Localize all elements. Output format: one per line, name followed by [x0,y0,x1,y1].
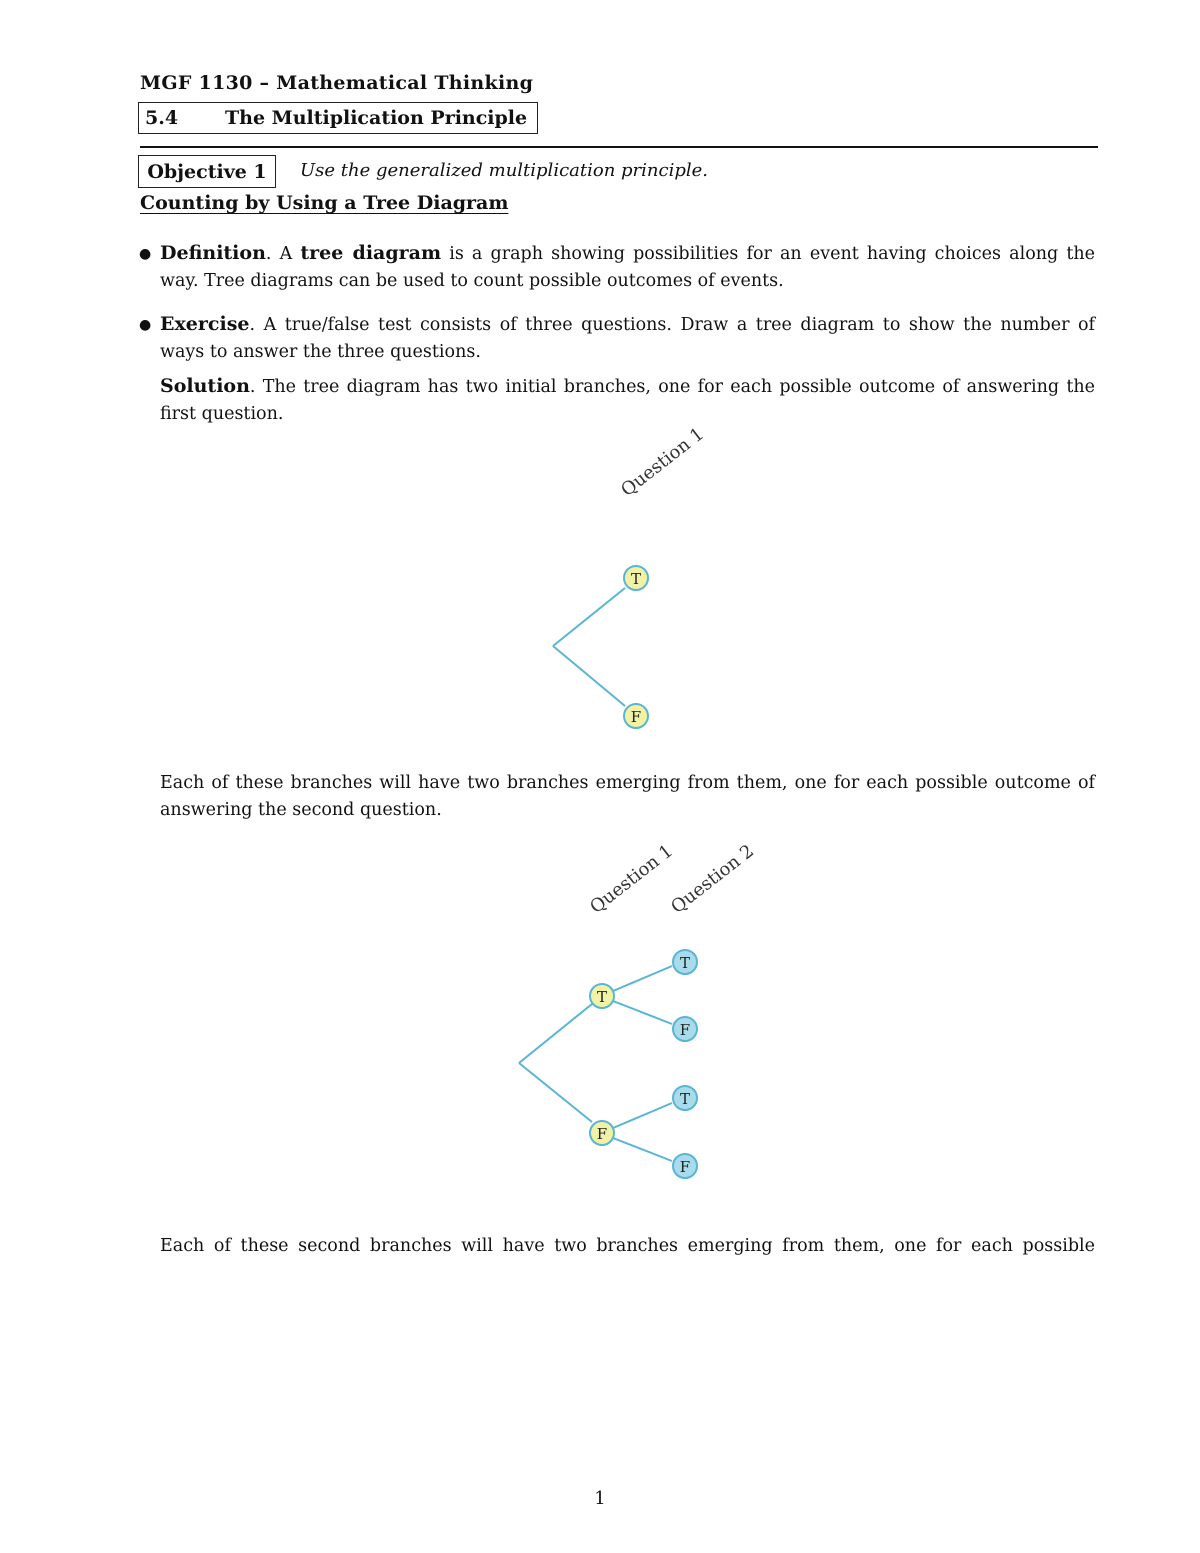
branch-line [519,1063,592,1122]
node-label: T [630,570,642,588]
course-title: MGF 1130 – Mathematical Thinking [140,72,534,94]
branch-line [613,966,672,991]
objective-text: Use the generalized multiplication principle. [300,160,708,181]
node-f [673,1017,697,1041]
definition-lead: Definition [160,242,266,264]
node-t [673,1086,697,1110]
question-1-label: Question 1 [586,840,677,918]
definition-part1: . A [265,244,301,264]
node-f [673,1154,697,1178]
paragraph-2: Each of these branches will have two branches emerging from them, one for each possible outcome of answering the second question. [160,773,1095,820]
question-1-label: Question 1 [617,423,708,501]
section-number: 5.4 [145,107,179,129]
branch-line [613,1001,672,1024]
node-label: F [679,1021,691,1039]
node-label: T [679,954,691,972]
objective-label: Objective 1 [138,155,276,188]
page-number: 1 [594,1488,606,1509]
node-f [624,704,648,728]
section-title: The Multiplication Principle [225,107,528,129]
subheading: Counting by Using a Tree Diagram [140,192,509,214]
node-t [624,566,648,590]
definition-term: tree diagram [300,242,442,264]
definition-part2: is a graph showing possibilities for an event having choices along the way. Tree diagrams can be used to count possible outcomes of events. [160,244,1095,291]
node-label: F [596,1125,608,1143]
bullet-icon: ● [139,317,152,333]
paragraph-3: Each of these second branches will have two branches emerging from them, one for each possible [160,1236,1095,1256]
exercise-lead: Exercise [160,313,250,335]
exercise-text: . A true/false test consists of three questions. Draw a tree diagram to show the number of ways to answer the three questions. [160,315,1095,362]
question-2-label: Question 2 [667,840,758,918]
branch-line [553,588,625,646]
branch-line [613,1103,672,1128]
branch-line [613,1138,672,1161]
node-label: T [596,988,608,1006]
node-t [673,950,697,974]
node-label: F [679,1158,691,1176]
node-f [590,1121,614,1145]
bullet-icon: ● [139,246,152,262]
solution-text: . The tree diagram has two initial branches, one for each possible outcome of answering the first question. [160,377,1095,424]
branch-line [553,646,625,706]
branch-line [519,1004,592,1063]
node-label: T [679,1090,691,1108]
node-label: F [630,708,642,726]
node-t [590,984,614,1008]
solution-lead: Solution [160,375,250,397]
